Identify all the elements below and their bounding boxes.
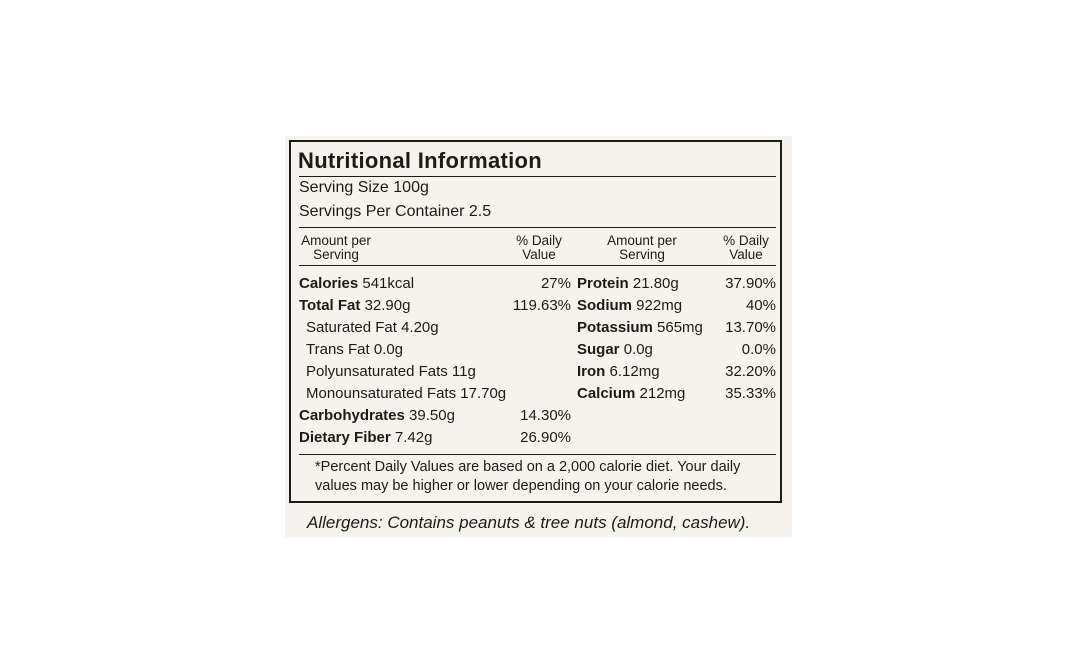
nutrient-row: Total Fat 32.90g bbox=[299, 297, 411, 314]
header-dv-right: % Daily Value bbox=[723, 233, 769, 262]
nutrient-dv: 40% bbox=[745, 297, 776, 314]
nutrient-row: Sugar 0.0g bbox=[577, 341, 653, 358]
nutrient-row: Sodium 922mg bbox=[577, 297, 683, 314]
header-amount-right: Amount per Serving bbox=[607, 233, 677, 262]
nutrient-row: Saturated Fat 4.20g bbox=[306, 319, 439, 336]
nutrient-row: Monounsaturated Fats 17.70g bbox=[306, 385, 507, 402]
nutrient-row: Calcium 212mg bbox=[577, 385, 686, 402]
nutrient-dv: 37.90% bbox=[725, 275, 776, 292]
nutrient-row: Dietary Fiber 7.42g bbox=[299, 429, 433, 446]
nutrient-dv: 14.30% bbox=[520, 407, 571, 424]
allergen-statement: Allergens: Contains peanuts & tree nuts (almond, cashew). bbox=[307, 513, 751, 532]
nutrient-dv: 32.20% bbox=[725, 363, 776, 380]
nutrient-row: Iron 6.12mg bbox=[577, 363, 660, 380]
nutrient-row: Potassium 565mg bbox=[577, 319, 703, 336]
nutrient-row: Calories 541kcal bbox=[299, 275, 415, 292]
divider-footnote bbox=[299, 454, 776, 455]
divider-columns bbox=[299, 265, 776, 266]
nutrient-dv: 119.63% bbox=[512, 297, 571, 314]
footnote: *Percent Daily Values are based on a 2,000 calorie diet. Your daily values may be higher or lower depending on your calorie needs. bbox=[315, 459, 741, 494]
nutrient-row: Polyunsaturated Fats 11g bbox=[306, 363, 476, 380]
nutrient-dv: 26.90% bbox=[520, 429, 571, 446]
header-dv-left: % Daily Value bbox=[516, 233, 562, 262]
header-amount-left: Amount per Serving bbox=[301, 233, 371, 262]
label-title: Nutritional Information bbox=[298, 148, 542, 173]
nutrient-row: Carbohydrates 39.50g bbox=[299, 407, 455, 424]
divider-top bbox=[299, 176, 776, 177]
divider-header bbox=[299, 227, 776, 228]
nutrient-dv: 0.0% bbox=[741, 341, 776, 358]
servings-per-container: Servings Per Container 2.5 bbox=[299, 203, 492, 220]
nutrient-dv: 13.70% bbox=[725, 319, 776, 336]
nutrient-row: Protein 21.80g bbox=[577, 275, 679, 292]
serving-size: Serving Size 100g bbox=[299, 179, 429, 196]
nutrient-row: Trans Fat 0.0g bbox=[306, 341, 404, 358]
nutrient-dv: 35.33% bbox=[725, 385, 776, 402]
nutrient-dv: 27% bbox=[540, 275, 571, 292]
